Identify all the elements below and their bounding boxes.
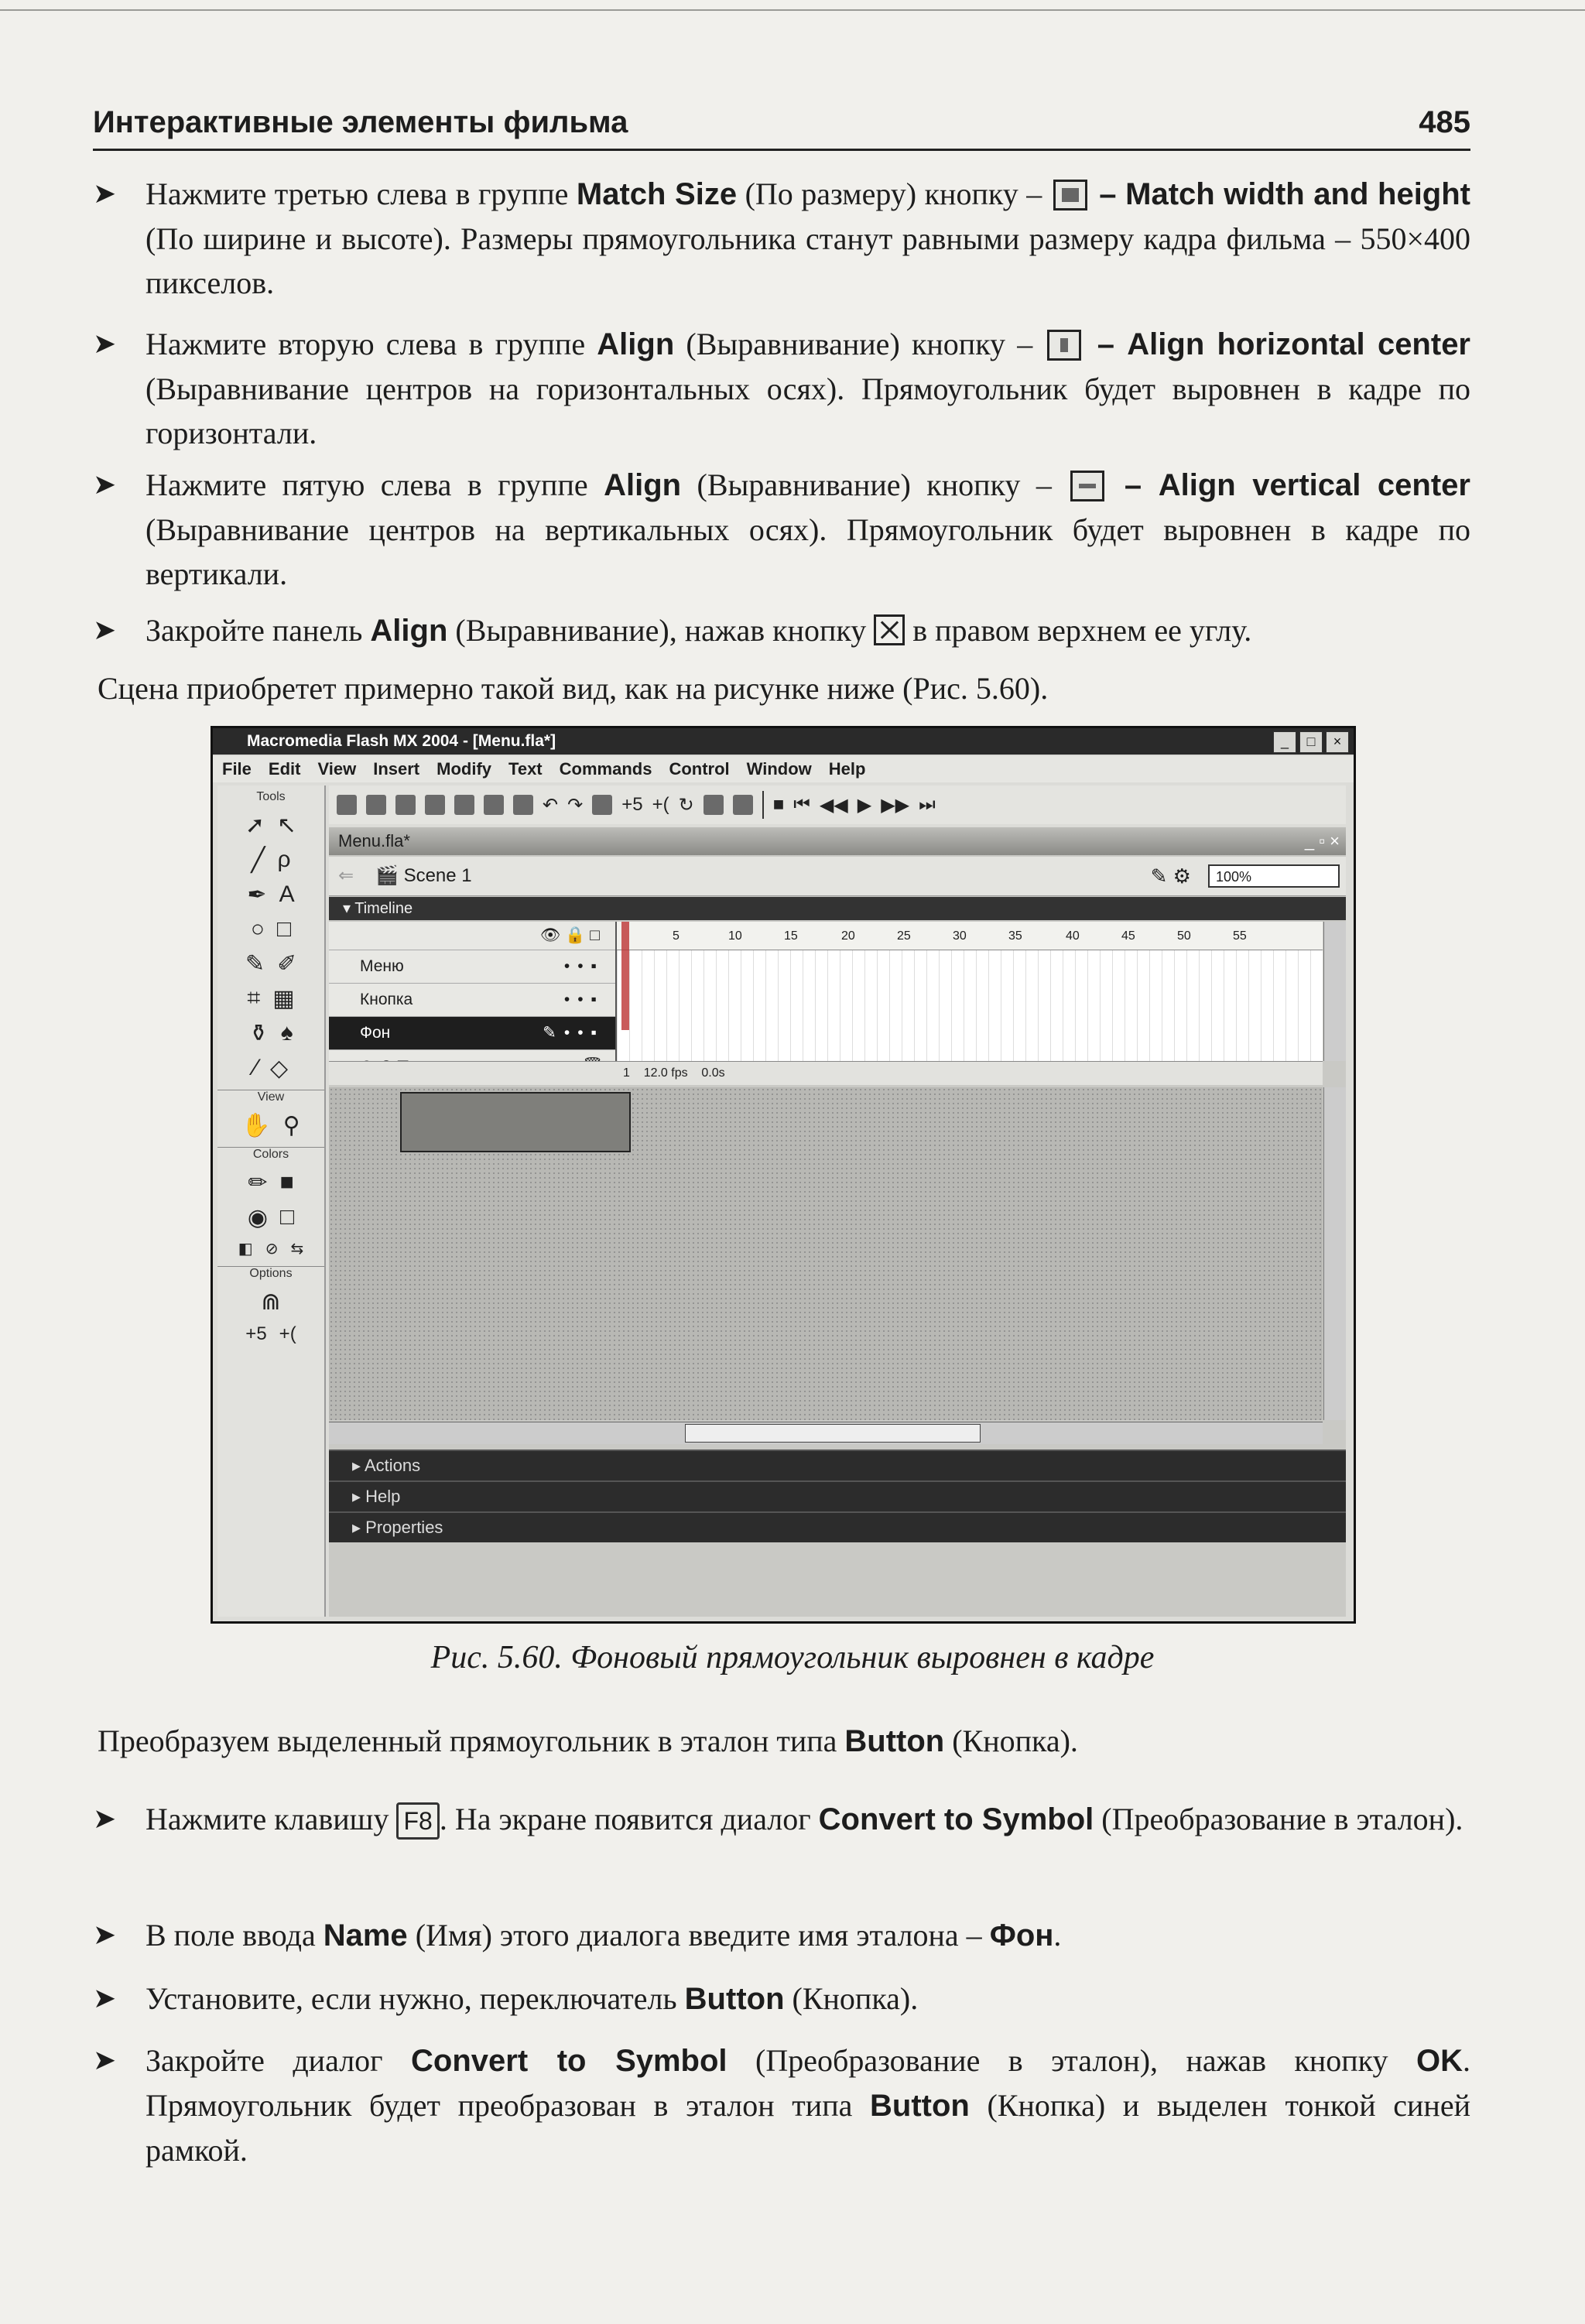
layer-background[interactable]: Фон ✎••▪ xyxy=(329,1017,615,1050)
stage-vertical-scrollbar[interactable] xyxy=(1323,1087,1346,1420)
straighten-icon[interactable]: +( xyxy=(652,794,669,815)
new-file-icon[interactable] xyxy=(337,795,357,815)
paint-bucket-icon[interactable]: ♠ xyxy=(280,1020,293,1046)
fill-swatch[interactable]: □ xyxy=(280,1204,295,1230)
text-tool-icon[interactable]: A xyxy=(279,881,295,907)
bullet-close-dialog: ➤ Закройте диалог Convert to Symbol (Преобразование в эталон), нажав кнопку OK. Прямоугольник будет преобразован в эталон типа Button (Кнопка) и выделен тонкой синей рамкой. xyxy=(93,2043,1470,2168)
page-number: 485 xyxy=(1419,105,1470,139)
actions-panel[interactable]: ▸ Actions xyxy=(329,1450,1346,1480)
align-icon[interactable] xyxy=(733,795,753,815)
cut-icon[interactable] xyxy=(454,795,474,815)
main-toolbar xyxy=(329,786,1346,824)
timeline-scrollbar[interactable] xyxy=(1323,922,1346,1061)
window-title: Macromedia Flash MX 2004 - [Menu.fla*] xyxy=(213,728,1354,755)
zoom-select[interactable]: 100% xyxy=(1208,864,1340,888)
tools-label: Tools xyxy=(256,790,286,803)
zoom-tool-icon[interactable]: ⚲ xyxy=(282,1113,300,1138)
f8-key: F8 xyxy=(396,1802,439,1840)
document-tab[interactable]: Menu.fla* xyxy=(329,827,1346,855)
minimize-icon[interactable]: _ xyxy=(1273,731,1296,753)
snap-magnet-icon[interactable]: ⋒ xyxy=(261,1289,281,1315)
bullet-match-size: ➤ Нажмите третью слева в группе Match Size (По размеру) кнопку – – Match width and height (По ширине и высоте). Размеры прямоугольника станут равными размеру кадра фильма – 550×400 пикселов. xyxy=(93,176,1470,300)
eyedropper-icon[interactable]: ⁄ xyxy=(253,1055,258,1080)
running-head xyxy=(93,102,1470,151)
stroke-color-icon[interactable]: ✏ xyxy=(248,1170,268,1196)
rewind-icon[interactable]: ⏮ xyxy=(793,794,810,815)
properties-panel[interactable]: ▸ Properties xyxy=(329,1511,1346,1542)
view-label: View xyxy=(217,1090,324,1104)
eraser-icon[interactable]: ◇ xyxy=(269,1056,289,1081)
menu-edit[interactable]: Edit xyxy=(268,759,301,779)
align-horizontal-center-icon xyxy=(1047,330,1081,361)
step-forward-icon[interactable]: ▶▶ xyxy=(881,794,910,816)
match-width-height-icon xyxy=(1053,180,1087,210)
options-label: Options xyxy=(217,1266,324,1281)
line-tool-icon[interactable]: ╱ xyxy=(251,847,265,873)
page-title: Интерактивные элементы фильма xyxy=(93,105,628,139)
fill-transform-icon[interactable]: ▦ xyxy=(272,986,295,1011)
stop-icon[interactable]: ■ xyxy=(772,794,785,815)
copy-icon[interactable] xyxy=(484,795,504,815)
align-vertical-center-icon xyxy=(1070,471,1104,501)
lasso-tool-icon[interactable]: ρ xyxy=(277,847,291,872)
playhead[interactable] xyxy=(621,922,629,1030)
flash-screenshot xyxy=(211,726,1356,1624)
frame-number: 1 xyxy=(623,1066,630,1080)
menu-view[interactable]: View xyxy=(317,759,357,779)
timeline-header[interactable]: ▾ Timeline xyxy=(329,897,1346,920)
maximize-icon[interactable]: □ xyxy=(1299,731,1323,753)
document-controls[interactable]: _ ▫ × xyxy=(1304,831,1340,851)
arrow-tool-icon[interactable]: ➚ xyxy=(245,813,265,838)
free-transform-icon[interactable]: ⌗ xyxy=(247,985,261,1011)
rotate-icon[interactable]: ↻ xyxy=(678,794,694,816)
bullet-set-button: ➤ Установите, если нужно, переключатель Button (Кнопка). xyxy=(93,1981,919,2016)
figure-caption: Рис. 5.60. Фоновый прямоугольник выровнен в кадре xyxy=(430,1640,1155,1675)
stage-horizontal-scrollbar[interactable] xyxy=(329,1422,1323,1444)
menu-window[interactable]: Window xyxy=(746,759,812,779)
menu-help[interactable]: Help xyxy=(828,759,866,779)
menu-control[interactable]: Control xyxy=(669,759,730,779)
pen-tool-icon[interactable]: ✒ xyxy=(247,882,267,908)
rectangle-tool-icon[interactable]: □ xyxy=(277,916,292,942)
straighten-option-icon[interactable]: +( xyxy=(279,1323,296,1344)
menu-insert[interactable]: Insert xyxy=(373,759,420,779)
ink-bottle-icon[interactable]: ⚱ xyxy=(248,1021,269,1046)
top-rule xyxy=(0,9,1585,11)
frame-ruler: 5 10 15 20 25 30 35 40 45 50 55 xyxy=(617,922,1323,950)
menu-file[interactable]: File xyxy=(222,759,252,779)
frames-area[interactable] xyxy=(617,922,1323,1061)
intro-paragraph: Сцена приобретет примерно такой вид, как на рисунке ниже (Рис. 5.60). xyxy=(98,671,1049,706)
layer-list xyxy=(329,922,617,1061)
stage[interactable] xyxy=(329,1087,1323,1420)
stroke-swatch[interactable]: ■ xyxy=(279,1169,294,1195)
no-color-icon[interactable]: ⊘ xyxy=(265,1241,279,1258)
layer-button[interactable]: Кнопка ••▪ xyxy=(329,984,615,1017)
save-icon[interactable] xyxy=(395,795,416,815)
menu-modify[interactable]: Modify xyxy=(436,759,492,779)
edit-bar xyxy=(329,857,1346,896)
menu-commands[interactable]: Commands xyxy=(559,759,652,779)
elapsed-time: 0.0s xyxy=(701,1066,725,1080)
step-back-icon[interactable]: ◀◀ xyxy=(819,794,848,816)
bullet-align-vertical: ➤ Нажмите пятую слева в группе Align (Выравнивание) кнопку – – Align vertical center (Выравнивание центров на вертикальных осях). Прямоугольник будет выровнен в кадре по вертикали. xyxy=(93,467,1470,591)
end-icon[interactable]: ⏭ xyxy=(919,794,936,815)
hand-tool-icon[interactable]: ✋ xyxy=(241,1113,271,1138)
oval-tool-icon[interactable]: ○ xyxy=(250,916,265,942)
smooth-option-icon[interactable]: +5 xyxy=(245,1323,267,1344)
play-icon[interactable]: ▶ xyxy=(857,794,872,816)
snap-icon[interactable] xyxy=(592,795,612,815)
close-icon xyxy=(874,614,905,645)
fill-color-icon[interactable]: ◉ xyxy=(247,1205,269,1230)
bullet-close-align: ➤ Закройте панель Align (Выравнивание), нажав кнопку в правом верхнем ее углу. xyxy=(93,613,1252,648)
help-panel[interactable]: ▸ Help xyxy=(329,1480,1346,1511)
scale-icon[interactable] xyxy=(703,795,724,815)
edit-symbol-icons[interactable]: ✎ ⚙ xyxy=(1150,864,1191,888)
menu-text[interactable]: Text xyxy=(508,759,543,779)
layer-header-icons: 👁 🔒 □ xyxy=(329,922,615,950)
bullet-align-horizontal: ➤ Нажмите вторую слева в группе Align (Выравнивание) кнопку – – Align horizontal center (Выравнивание центров на горизонтальных осях). Прямоугольник будет выровнен в кадре по горизонтали. xyxy=(93,327,1471,450)
default-colors-icon[interactable]: ◧ xyxy=(238,1241,253,1258)
document-window xyxy=(329,827,1346,1617)
background-rectangle[interactable] xyxy=(400,1092,631,1152)
scene-label[interactable]: 🎬 Scene 1 xyxy=(375,865,472,886)
swap-colors-icon[interactable]: ⇆ xyxy=(290,1241,304,1258)
open-icon[interactable] xyxy=(366,795,386,815)
pencil-tool-icon[interactable]: ✎ xyxy=(245,951,265,977)
smooth-icon[interactable]: +5 xyxy=(621,794,643,815)
print-icon[interactable] xyxy=(425,795,445,815)
tools-panel xyxy=(217,786,326,1617)
paste-icon[interactable] xyxy=(513,795,533,815)
brush-tool-icon[interactable]: ✐ xyxy=(277,951,297,977)
subselect-tool-icon[interactable]: ↖ xyxy=(277,813,297,838)
timeline-status xyxy=(329,1061,1323,1085)
convert-paragraph: Преобразуем выделенный прямоугольник в эталон типа Button (Кнопка). xyxy=(98,1723,1078,1758)
bullet-press-f8: ➤ Нажмите клавишу F8 . На экране появится диалог Convert to Symbol (Преобразование в эталон). xyxy=(93,1797,1470,1842)
window-controls xyxy=(1273,731,1349,753)
layer-menu[interactable]: Меню ••▪ xyxy=(329,950,615,984)
bullet-enter-name: ➤ В поле ввода Name (Имя) этого диалога введите имя эталона – Фон. xyxy=(93,1918,1062,1953)
redo-icon[interactable]: ↷ xyxy=(567,794,584,816)
back-arrow-icon[interactable]: ⇐ xyxy=(338,865,354,886)
frame-rate: 12.0 fps xyxy=(643,1066,688,1080)
colors-label: Colors xyxy=(217,1147,324,1162)
menu-bar xyxy=(213,756,1354,782)
toolbar-separator xyxy=(762,791,764,819)
close-window-icon[interactable]: × xyxy=(1326,731,1349,753)
undo-icon[interactable]: ↶ xyxy=(543,794,559,816)
